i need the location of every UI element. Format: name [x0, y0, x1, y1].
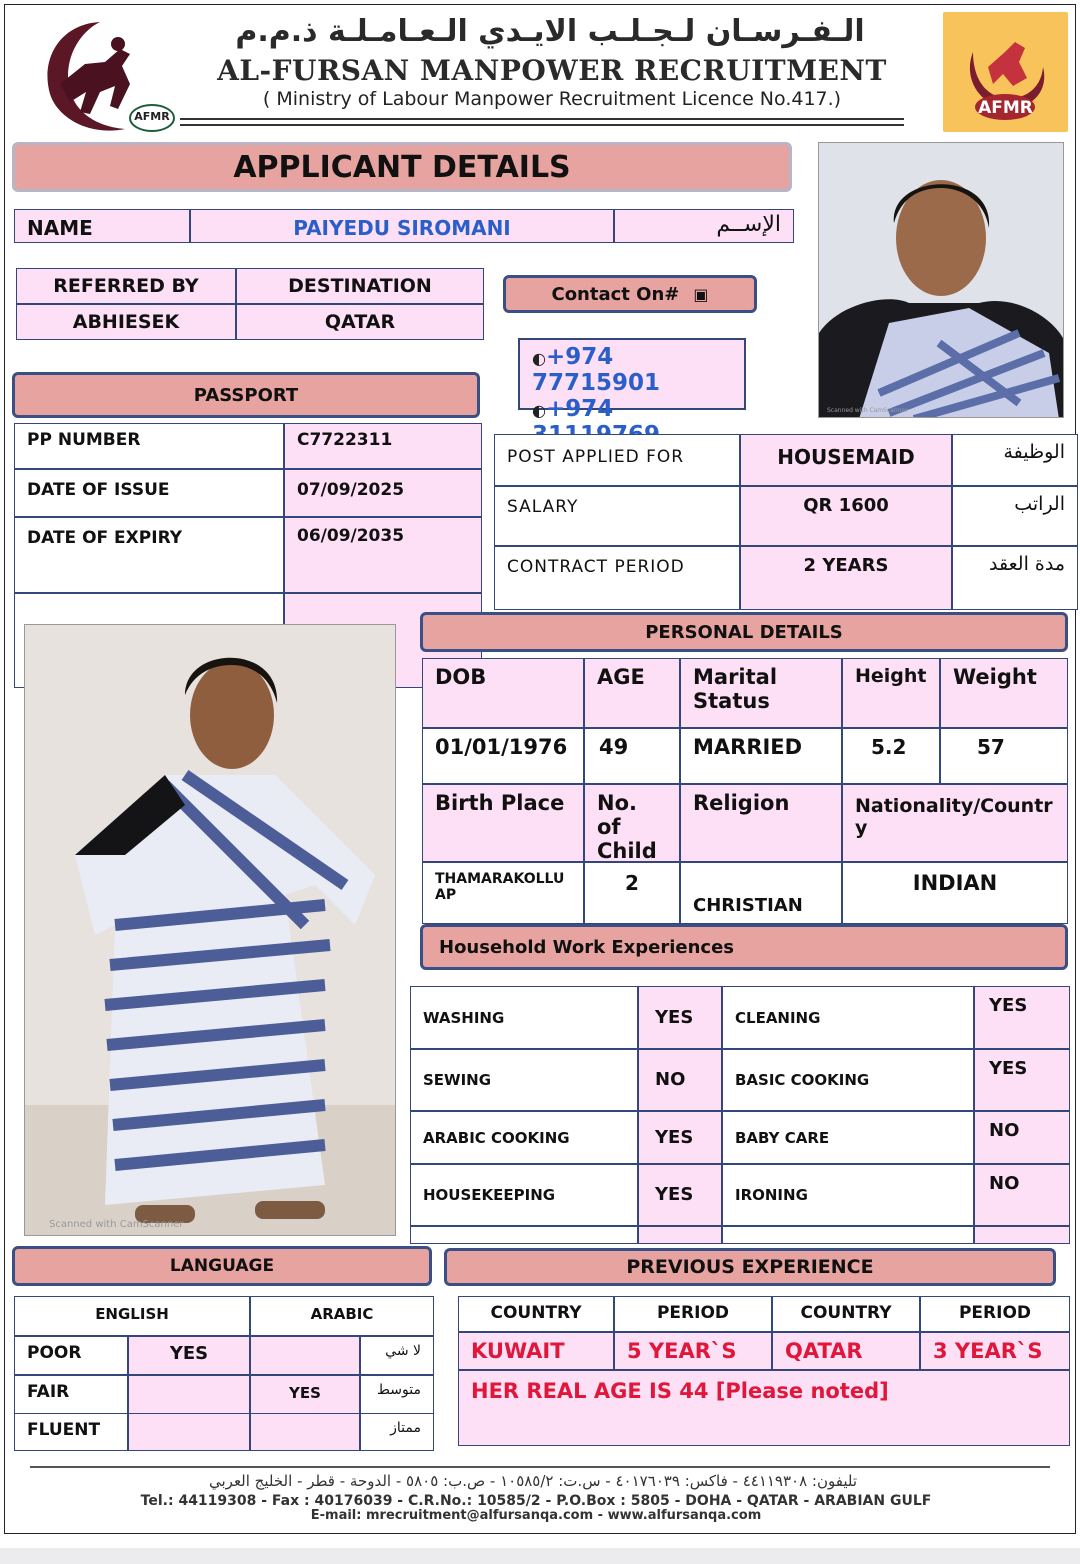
footer-arabic: تليفون: ٤٤١١٩٣٠٨ - فاكس: ٤٠١٧٦٠٣٩ - س.ت: ١٠٥٨٥/٢ - ص.ب: ٥٨٠٥ - الدوحة - قطر - الخليج العربي	[208, 1472, 857, 1490]
household-empty-cell	[722, 1226, 974, 1244]
phone-2[interactable]: ◐+974	[532, 396, 614, 422]
language-title: LANGUAGE	[12, 1246, 432, 1286]
previous-experience-title: PREVIOUS EXPERIENCE	[444, 1248, 1056, 1286]
salary-label-arabic: الراتب	[952, 486, 1078, 546]
household-value: YES	[638, 1111, 722, 1164]
language-english-value: YES	[128, 1336, 250, 1375]
salary-value: QR 1600	[740, 486, 952, 546]
country-header-2: COUNTRY	[772, 1296, 920, 1332]
country-header-1: COUNTRY	[458, 1296, 614, 1332]
personal-details-title: PERSONAL DETAILS	[420, 612, 1068, 652]
contact-label	[503, 275, 757, 313]
passport-title: PASSPORT	[12, 372, 480, 418]
weight-label: Weight	[940, 658, 1068, 728]
household-value: YES	[974, 1049, 1070, 1111]
household-empty-cell	[974, 1226, 1070, 1244]
religion-value: CHRISTIAN	[680, 862, 842, 924]
age-label: AGE	[584, 658, 680, 728]
birthplace-value: THAMARAKOLLU AP	[422, 862, 584, 924]
licence-text: ( Ministry of Labour Manpower Recruitment Licence No.417.)	[262, 88, 842, 110]
language-level-arabic: ممتاز	[360, 1413, 434, 1451]
language-arabic-value	[250, 1413, 360, 1451]
footer-rule	[30, 1466, 1050, 1468]
previous-period-2: 3 YEAR`S	[920, 1332, 1070, 1370]
previous-period-1: 5 YEAR`S	[614, 1332, 772, 1370]
birthplace-label: Birth Place	[422, 784, 584, 862]
household-empty-cell	[410, 1226, 638, 1244]
nationality-value: INDIAN	[842, 862, 1068, 924]
weight-value: 57	[940, 728, 1068, 784]
salary-label: SALARY	[494, 486, 740, 546]
language-english-value	[128, 1413, 250, 1451]
right-logo-badge: AFMR	[978, 98, 1033, 118]
applicant-full-photo	[24, 624, 396, 1236]
pp-number-label: PP NUMBER	[14, 423, 284, 469]
nationality-label: Nationality/Country	[842, 784, 1068, 862]
language-level-arabic: لا شي	[360, 1336, 434, 1375]
period-header-1: PERIOD	[614, 1296, 772, 1332]
language-arabic-value: YES	[250, 1375, 360, 1414]
issue-date-label: DATE OF ISSUE	[14, 469, 284, 517]
household-skill: IRONING	[722, 1164, 974, 1226]
language-level: POOR	[14, 1336, 128, 1375]
destination-label: DESTINATION	[236, 268, 484, 304]
children-label: No. of Child	[584, 784, 680, 862]
bottom-band	[0, 1548, 1080, 1564]
household-skill: ARABIC COOKING	[410, 1111, 638, 1164]
household-value: NO	[974, 1164, 1070, 1226]
language-arabic-header: ARABIC	[250, 1296, 434, 1336]
expiry-date-value: 06/09/2035	[284, 517, 482, 593]
household-title: Household Work Experiences	[420, 924, 1068, 970]
post-value: HOUSEMAID	[740, 434, 952, 486]
height-value: 5.2	[842, 728, 940, 784]
referred-by-label: REFERRED BY	[16, 268, 236, 304]
referred-by-value: ABHIESEK	[16, 304, 236, 340]
contact-label-text: Contact On#	[551, 283, 680, 305]
company-name-arabic: الـفـرسـان لـجـلـب الايـدي الـعـامـلـة ذ.م.م	[235, 14, 865, 49]
destination-value: QATAR	[236, 304, 484, 340]
previous-country-1: KUWAIT	[458, 1332, 614, 1370]
logo-badge: AFMR	[134, 110, 170, 123]
header-rule	[180, 118, 904, 126]
contact-phones	[518, 338, 746, 422]
language-level: FLUENT	[14, 1413, 128, 1451]
age-value: 49	[584, 728, 680, 784]
household-skill: WASHING	[410, 986, 638, 1049]
language-english-value	[128, 1375, 250, 1414]
dob-label: DOB	[422, 658, 584, 728]
household-value: YES	[638, 1164, 722, 1226]
applicant-portrait-photo	[818, 142, 1064, 418]
language-english-header: ENGLISH	[14, 1296, 250, 1336]
post-label-arabic: الوظيفة	[952, 434, 1078, 486]
footer-email: E-mail: mrecruitment@alfursanqa.com - www.alfursanqa.com	[310, 1508, 762, 1523]
religion-label: Religion	[680, 784, 842, 862]
household-value: NO	[974, 1111, 1070, 1164]
contract-label-arabic: مدة العقد	[952, 546, 1078, 610]
marital-value: MARRIED	[680, 728, 842, 784]
household-skill: SEWING	[410, 1049, 638, 1111]
household-skill: CLEANING	[722, 986, 974, 1049]
name-label-arabic: الإســم	[614, 209, 794, 243]
company-name: AL-FURSAN MANPOWER RECRUITMENT	[217, 54, 887, 87]
household-value: NO	[638, 1049, 722, 1111]
right-logo	[943, 12, 1068, 132]
issue-date-value: 07/09/2025	[284, 469, 482, 517]
pp-number-value: C7722311	[284, 423, 482, 469]
language-level: FAIR	[14, 1375, 128, 1414]
height-label: Height	[842, 658, 940, 728]
phone-icon: ◐	[532, 401, 546, 420]
contract-value: 2 YEARS	[740, 546, 952, 610]
name-label: NAME	[14, 209, 190, 243]
name-value: PAIYEDU SIROMANI	[190, 209, 614, 243]
photo-caption: Scanned with CamScanner	[49, 1219, 184, 1230]
household-skill: BASIC COOKING	[722, 1049, 974, 1111]
children-value: 2	[584, 862, 680, 924]
marital-label: Marital Status	[680, 658, 842, 728]
phone-icon: ◐	[532, 349, 546, 368]
photo-caption-small: Scanned with CamScanner	[827, 407, 908, 414]
household-skill: HOUSEKEEPING	[410, 1164, 638, 1226]
household-skill: BABY CARE	[722, 1111, 974, 1164]
post-label: POST APPLIED FOR	[494, 434, 740, 486]
previous-country-2: QATAR	[772, 1332, 920, 1370]
applicant-details-title: APPLICANT DETAILS	[12, 142, 792, 192]
phone-book-icon: ▣	[693, 284, 709, 304]
company-logo	[30, 14, 176, 136]
household-value: YES	[974, 986, 1070, 1049]
household-empty-cell	[638, 1226, 722, 1244]
household-value: YES	[638, 986, 722, 1049]
age-note: HER REAL AGE IS 44 [Please noted]	[458, 1370, 1070, 1446]
period-header-2: PERIOD	[920, 1296, 1070, 1332]
phone-1[interactable]: ◐+974 77715901	[532, 344, 661, 396]
language-level-arabic: متوسط	[360, 1375, 434, 1414]
contract-label: CONTRACT PERIOD	[494, 546, 740, 610]
dob-value: 01/01/1976	[422, 728, 584, 784]
footer-contact: Tel.: 44119308 - Fax : 40176039 - C.R.No.: 10585/2 - P.O.Box : 5805 - DOHA - QATAR - ARABIAN GULF	[140, 1493, 932, 1509]
language-arabic-value	[250, 1336, 360, 1375]
expiry-date-label: DATE OF EXPIRY	[14, 517, 284, 593]
